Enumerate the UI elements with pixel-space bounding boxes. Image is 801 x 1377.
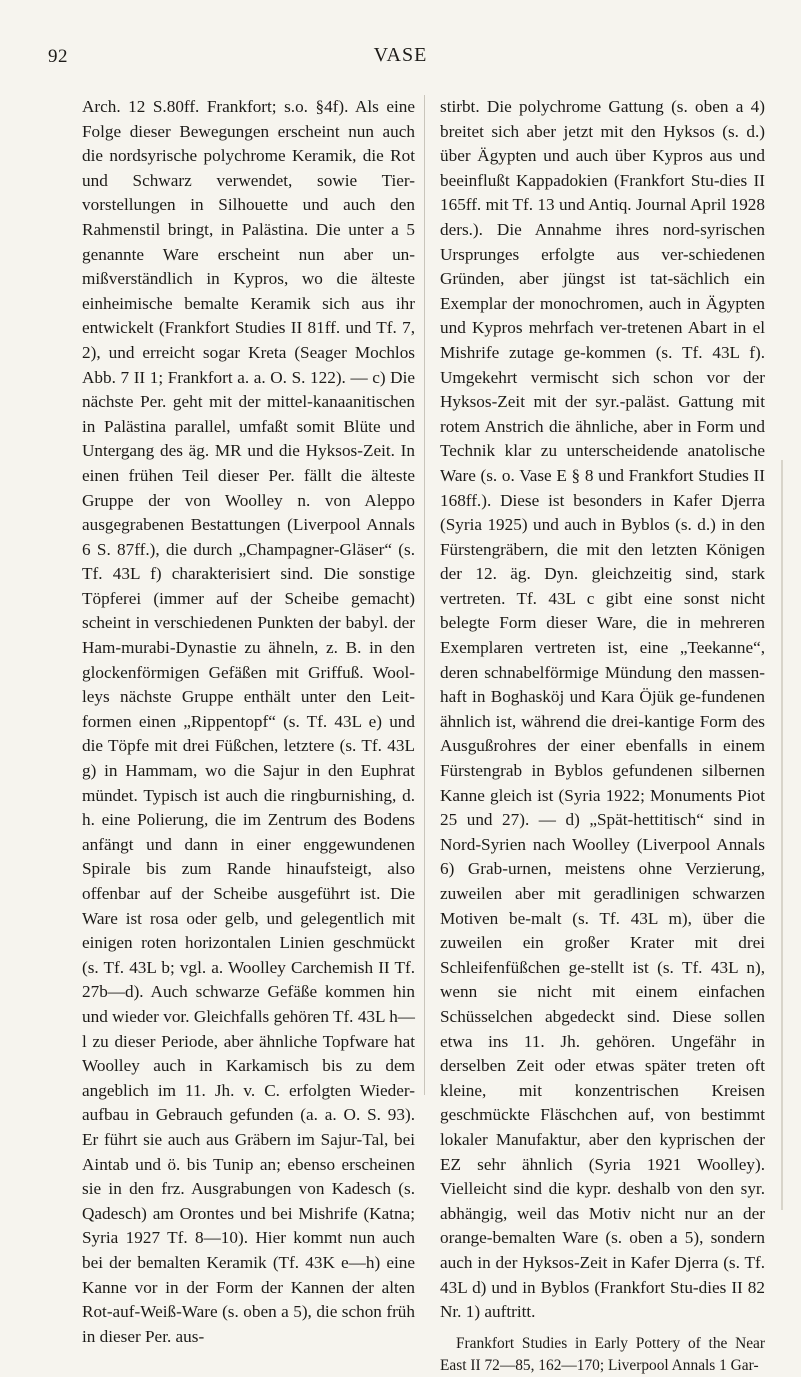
page-number: 92: [48, 46, 68, 67]
right-column: [440, 95, 765, 1377]
left-column: [82, 95, 415, 1349]
column-divider: [424, 95, 425, 1095]
running-head: VASE: [373, 44, 428, 66]
page-edge-shadow: [781, 460, 783, 1210]
right-column-text: stirbt. Die polychrome Gattung (s. oben a 4) breitet sich aber jetzt mit den Hyksos (s. d.) über Ägypten und auch über Kypros aus und beeinflußt Kappadokien (Frankfort Stu-dies II 165ff. mit Tf. 13 und Antiq. Journal April 1928 ders.). Die Annahme ihres nord-syrischen Ursprunges erfolgte aus ver-schiedenen Gründen, aber jüngst ist tat-sächlich ein Exemplar der monochromen, auch in Ägypten und Kypros mehrfach ver-tretenen Abart in el Mishrife zutage ge-kommen (s. Tf. 43L f). Umgekehrt vermischt sich schon vor der Hyksos-Zeit mit der syr.-paläst. Gattung mit rotem Anstrich die ähnliche, aber in Form und Technik klar zu unterscheidende anatolische Ware (s. o. Vase E § 8 und Frankfort Studies II 168ff.). Diese ist besonders in Kafer Djerra (Syria 1925) und auch in Byblos (s. d.) in den Fürstengräbern, die mit den letzten Königen der 12. äg. Dyn. gleichzeitig sind, stark vertreten. Tf. 43L c gibt eine sonst nicht belegte Form dieser Ware, die in mehreren Exemplaren vertreten ist, eine „Teekanne“, deren schnabelförmige Mündung den massen-haft in Boghasköj und Kara Öjük ge-fundenen ähnlich ist, während die drei-kantige Form des Ausgußrohres der einer ebenfalls in einem Fürstengrab in Byblos gefundenen silbernen Kanne gleich ist (Syria 1922; Monuments Piot 25 und 27). — d) „Spät-hettitisch“ sind in Nord-Syrien nach Woolley (Liverpool Annals 6) Grab-urnen, meistens ohne Verzierung, zuweilen aber mit geradlinigen schwarzen Motiven be-malt (s. Tf. 43L m), über die zuweilen ein großer Krater mit drei Schleifenfüßchen ge-stellt ist (s. Tf. 43L n), wenn sie nicht mit einem einfachen Schüsselchen abgedeckt sind. Diese sollen etwa ins 11. Jh. gehören. Ungefähr in derselben Zeit oder etwas später treten oft kleine, mit konzentrischen Kreisen geschmückte Fläschchen auf, von bestimmt lokaler Manufaktur, aber den kyprischen der EZ sehr ähnlich (Syria 1921 Woolley). Vielleicht sind die kypr. deshalb von den syr. abhängig, weil das Motiv nicht nur an der orange-bemalten Ware (s. oben a 5), sondern auch in der Hyksos-Zeit in Kafer Djerra (s. Tf. 43L d) und in Byblos (Frankfort Stu-dies II 82 Nr. 1) auftritt.: [440, 97, 765, 1322]
left-column-text: Arch. 12 S.80ff. Frankfort; s.o. §4f). Als eine Folge dieser Bewegungen erscheint nun auch die nordsyrische polychrome Keramik, die Rot und Schwarz verwendet, sowie Tier-vorstellungen in Silhouette und auch den Rahmenstil bringt, in Palästina. Die unter a 5 genannte Ware erscheint nun aber un-mißverständlich in Kypros, wo die älteste einheimische bemalte Keramik sich aus ihr entwickelt (Frankfort Studies II 81ff. und Tf. 7, 2), und erreicht sogar Kreta (Seager Mochlos Abb. 7 II 1; Frankfort a. a. O. S. 122). — c) Die nächste Per. geht mit der mittel-kanaanitischen in Palästina parallel, umfaßt somit Blüte und Untergang des äg. MR und die Hyksos-Zeit. In einen frühen Teil dieser Per. fällt die älteste Gruppe der von Woolley n. von Aleppo ausgegrabenen Bestattungen (Liverpool Annals 6 S. 87ff.), die durch „Champagner-Gläser“ (s. Tf. 43L f) charakterisiert sind. Die sonstige Töpferei (immer auf der Scheibe gemacht) scheint in verschiedenen Punkten der babyl. der Ham-murabi-Dynastie zu ähneln, z. B. in den glockenförmigen Gefäßen mit Griffuß. Wool-leys nächste Gruppe enthält unter den Leit-formen einen „Rippentopf“ (s. Tf. 43L e) und die Töpfe mit drei Füßchen, letztere (s. Tf. 43L g) in Hammam, wo die Sajur in den Euphrat mündet. Typisch ist auch die ringburnishing, d. h. eine Polierung, die im Zentrum des Bodens anfängt und dann in einer enggewundenen Spirale bis zum Rande hinaufsteigt, also offenbar auf der Scheibe ausgeführt ist. Die Ware ist rosa oder gelb, und gelegentlich mit einigen roten horizontalen Linien geschmückt (s. Tf. 43L b; vgl. a. Woolley Carchemish II Tf. 27b—d). Auch schwarze Gefäße kommen hin und wieder vor. Gleichfalls gehören Tf. 43L h—l zu dieser Periode, aber ähnliche Topfware hat Woolley auch in Karkamisch bis zu dem angeblich im 11. Jh. v. C. erfolgten Wieder-aufbau in Gebrauch gefunden (a. a. O. S. 93). Er führt sie auch aus Gräbern im Sajur-Tal, bei Aintab und ö. bis Tunip an; ebenso erscheinen sie in den frz. Ausgrabungen von Kadesch (s. Qadesch) am Orontes und bei Mishrife (Katna; Syria 1927 Tf. 8—10). Hier kommt nun auch bei der bemalten Keramik (Tf. 43K e—h) eine Kanne vor in der Form der Kannen der alten Rot-auf-Weiß-Ware (s. oben a 5), die schon früh in dieser Per. aus-: [82, 97, 415, 1346]
bibliography-reference: Frankfort Studies in Early Pottery of the Near East II 72—85, 162—170; Liverpool Annals 1 Gar-: [440, 1334, 765, 1374]
